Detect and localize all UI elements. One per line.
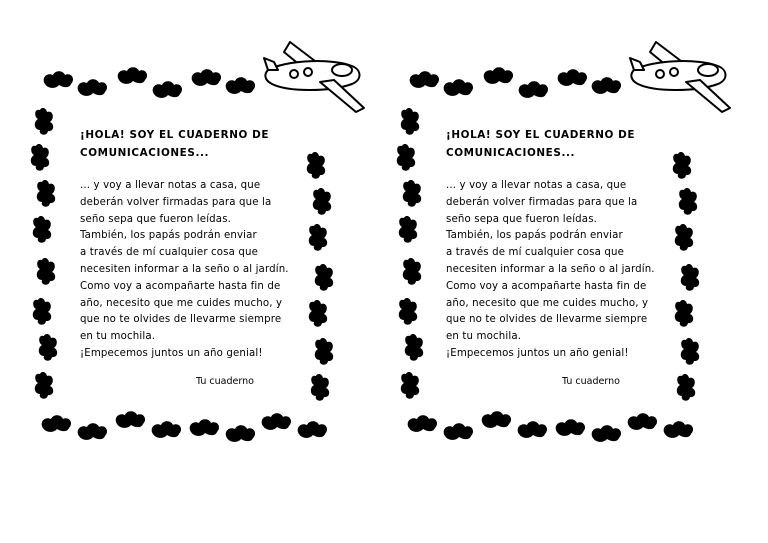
body-line: a través de mí cualquier cosa que (80, 247, 259, 259)
body-line: También, los papás podrán enviar (446, 230, 623, 242)
body-line: ¡Empecemos juntos un año genial! (80, 347, 263, 359)
body-line: que no te olvides de llevarme siempre (446, 314, 648, 326)
signature: Tu cuaderno (562, 376, 620, 387)
body-line: que no te olvides de llevarme siempre (80, 314, 282, 326)
signature: Tu cuaderno (196, 376, 254, 387)
body-line: ... y voy a llevar notas a casa, que (446, 180, 627, 191)
body-line: necesiten informar a la seño o al jardín. (80, 263, 289, 275)
body-line: seño sepa que fueron leídas. (446, 213, 598, 225)
card-body (446, 178, 686, 363)
body-line: ... y voy a llevar notas a casa, que (80, 180, 261, 191)
body-line: en tu mochila. (446, 331, 522, 343)
card-body (80, 178, 320, 363)
body-line: año, necesito que me cuides mucho, y (446, 297, 649, 309)
body-line: deberán volver firmadas para que la (80, 196, 272, 208)
body-line: en tu mochila. (80, 331, 156, 343)
body-line: año, necesito que me cuides mucho, y (80, 297, 283, 309)
airplane-icon (630, 42, 730, 112)
body-line: seño sepa que fueron leídas. (80, 213, 232, 225)
heading-line: ¡HOLA! SOY EL CUADERNO DE (80, 129, 270, 141)
body-line: ¡Empecemos juntos un año genial! (446, 347, 629, 359)
body-line: También, los papás podrán enviar (80, 230, 257, 242)
body-line: necesiten informar a la seño o al jardín. (446, 263, 655, 275)
heading-line: COMUNICACIONES... (80, 147, 210, 159)
heading-line: COMUNICACIONES... (446, 147, 576, 159)
airplane-icon (264, 42, 364, 112)
card-heading (80, 126, 320, 162)
body-line: deberán volver firmadas para que la (446, 196, 638, 208)
note-card-right (366, 0, 750, 543)
body-line: Como voy a acompañarte hasta fin de (80, 280, 281, 292)
body-line: a través de mí cualquier cosa que (446, 247, 625, 259)
card-heading (446, 126, 686, 162)
body-line: Como voy a acompañarte hasta fin de (446, 280, 647, 292)
heading-line: ¡HOLA! SOY EL CUADERNO DE (446, 129, 636, 141)
